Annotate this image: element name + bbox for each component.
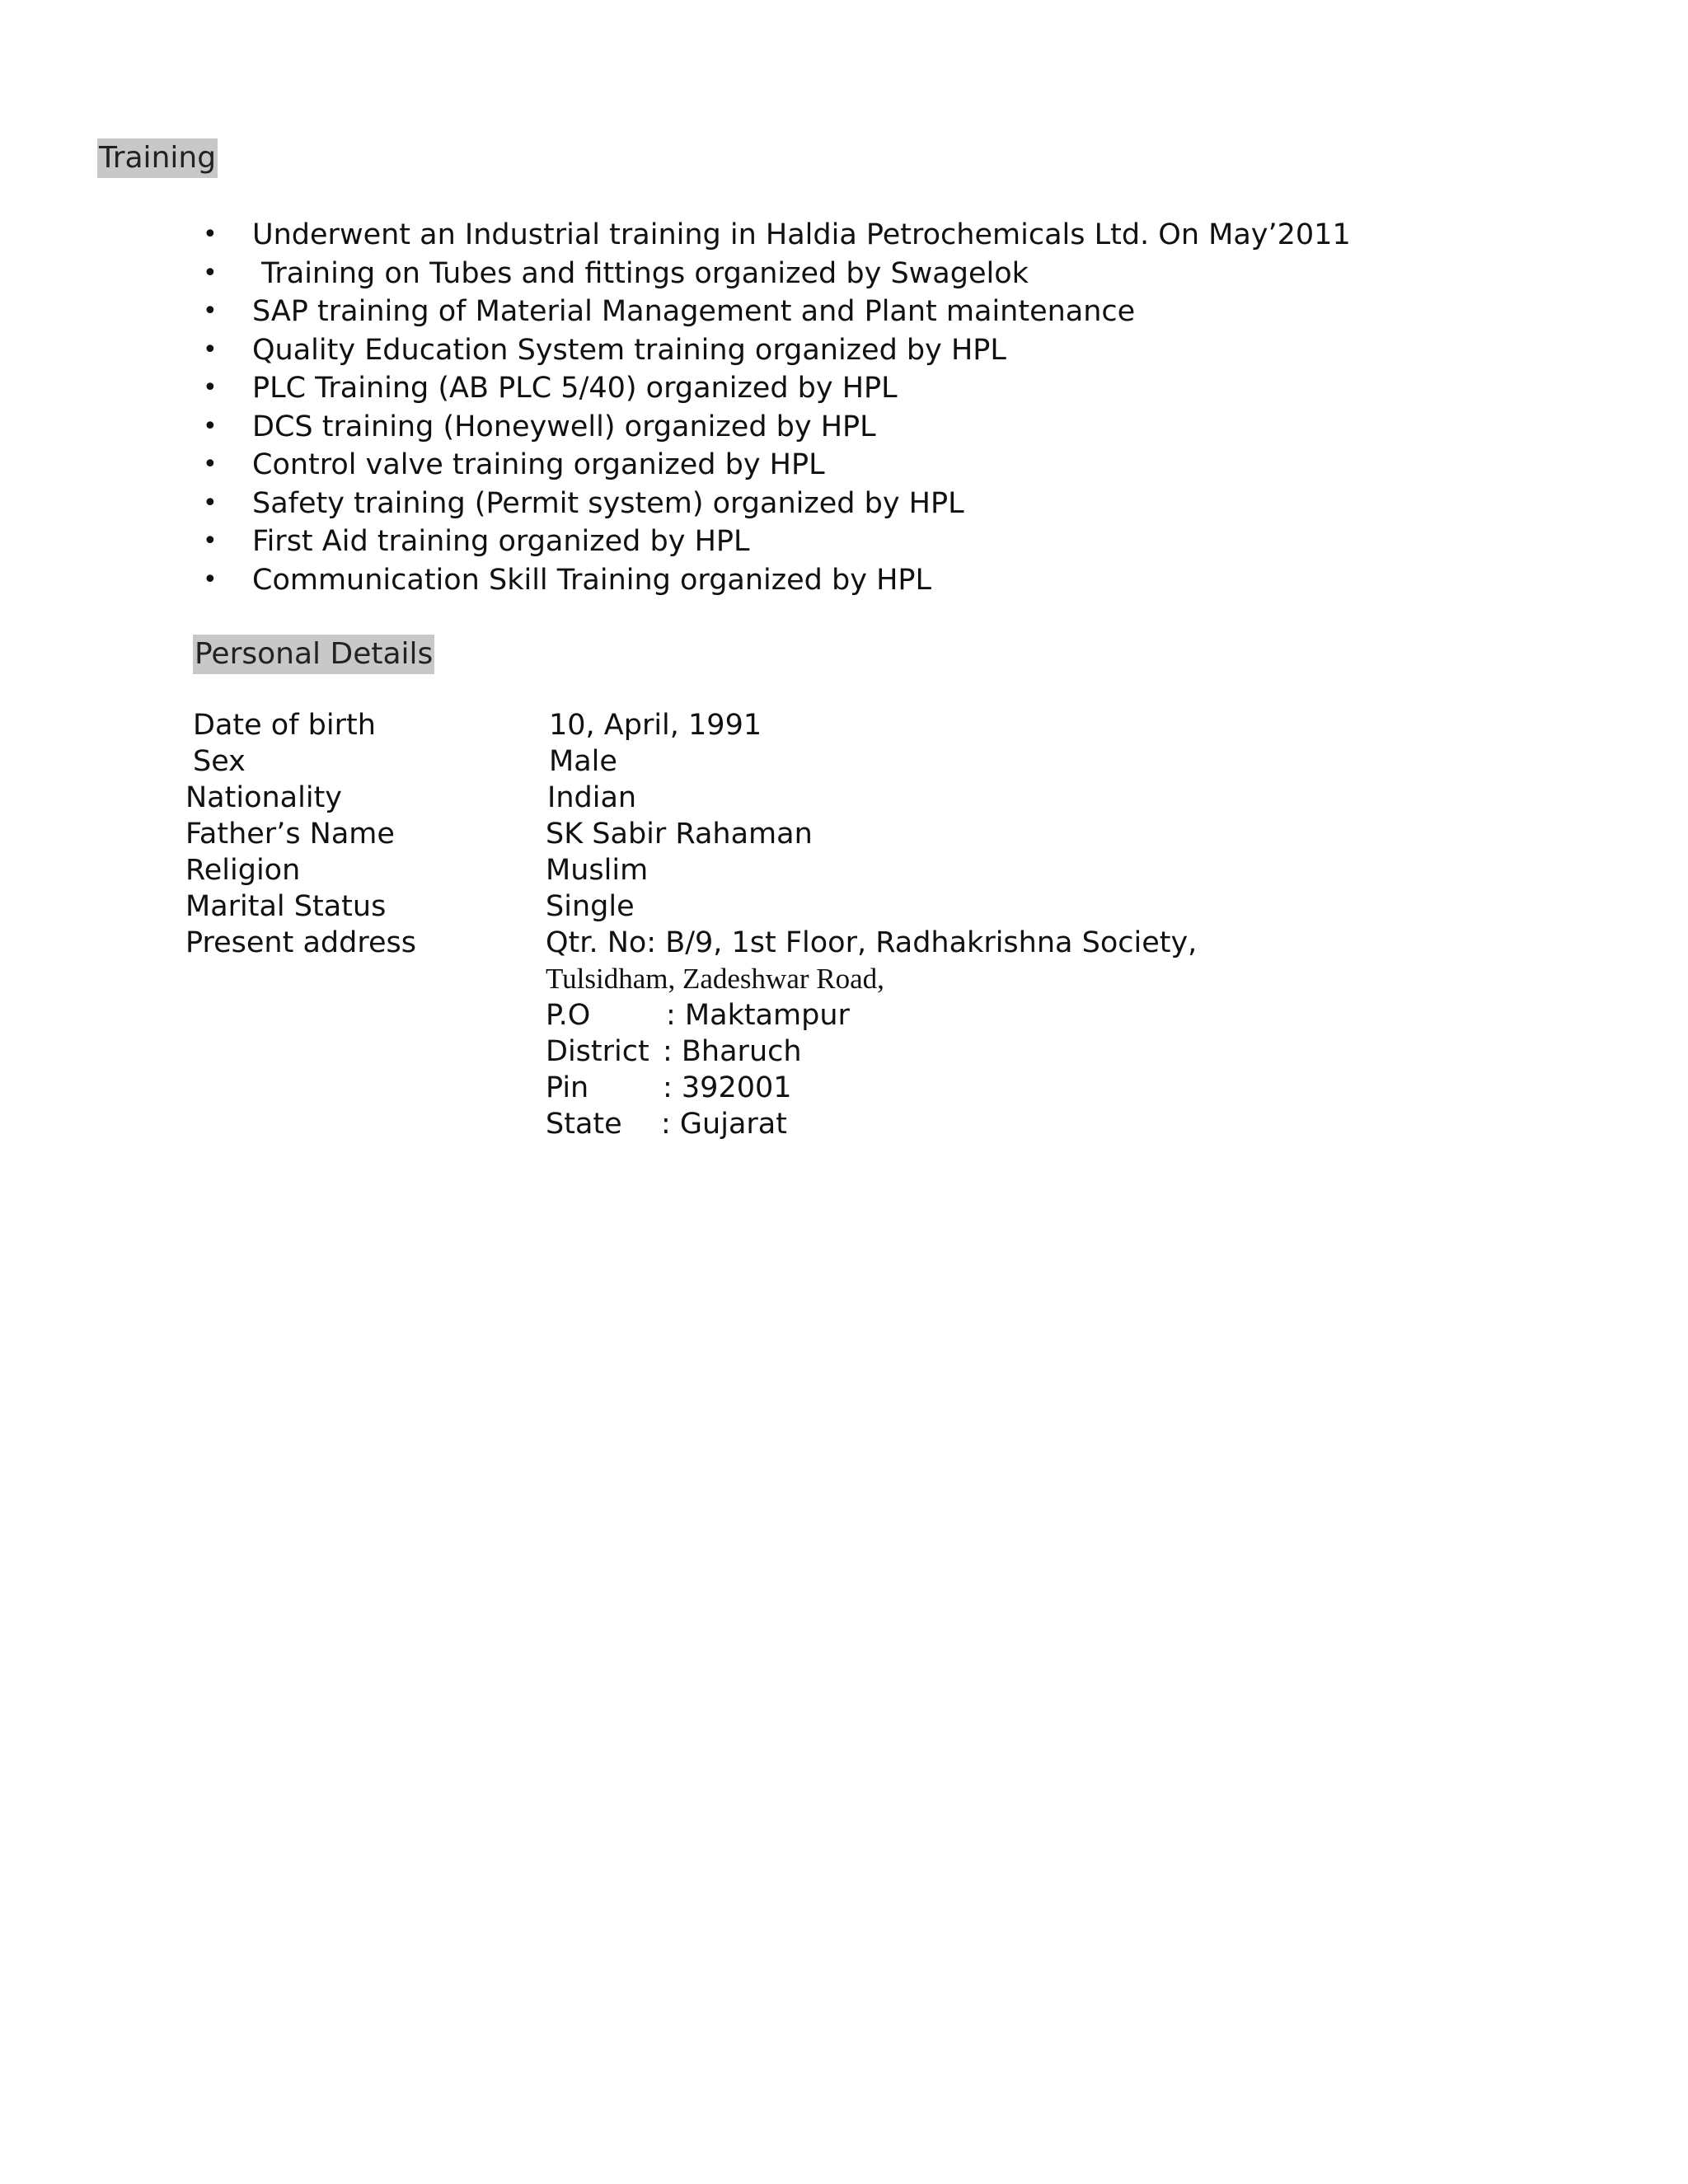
bullet-icon: • xyxy=(203,297,218,326)
training-item-text: Underwent an Industrial training in Haldia Petrochemicals Ltd. On May’2011 xyxy=(252,218,1351,251)
training-item-text: PLC Training (AB PLC 5/40) organized by HPL xyxy=(252,372,898,405)
training-item-text: First Aid training organized by HPL xyxy=(252,525,750,558)
bullet-icon: • xyxy=(203,411,218,441)
detail-value-address-line1: Qtr. No: B/9, 1st Floor, Radhakrishna Society, xyxy=(546,926,1198,959)
list-item xyxy=(198,561,1351,600)
address-key-district: District xyxy=(546,1035,649,1068)
detail-value-address-line2: Tulsidham, Zadeshwar Road, xyxy=(546,963,884,995)
training-item-text: Quality Education System training organized by HPL xyxy=(252,333,1006,367)
detail-label-present-address: Present address xyxy=(185,926,416,959)
list-item xyxy=(198,485,1351,523)
list-item xyxy=(198,408,1351,447)
detail-label-sex: Sex xyxy=(193,745,246,778)
detail-value-dob: 10, April, 1991 xyxy=(549,709,762,742)
detail-label-marital-status: Marital Status xyxy=(185,890,387,923)
detail-label-dob: Date of birth xyxy=(193,709,376,742)
address-key-state: State xyxy=(546,1108,622,1141)
address-value-pin: : 392001 xyxy=(663,1071,792,1104)
list-item xyxy=(198,369,1351,408)
training-item-text: SAP training of Material Management and Plant maintenance xyxy=(252,295,1136,328)
bullet-icon: • xyxy=(203,527,218,555)
list-item xyxy=(198,216,1351,255)
bullet-icon: • xyxy=(203,335,218,364)
detail-value-marital-status: Single xyxy=(546,890,635,923)
bullet-icon: • xyxy=(203,373,218,402)
list-item xyxy=(198,523,1351,561)
address-value-state: : Gujarat xyxy=(661,1108,787,1141)
training-item-text: DCS training (Honeywell) organized by HPL xyxy=(252,410,876,443)
list-item xyxy=(198,255,1351,293)
detail-value-sex: Male xyxy=(549,745,617,778)
bullet-icon: • xyxy=(203,220,218,249)
address-value-po: : Maktampur xyxy=(666,999,850,1032)
list-item xyxy=(198,446,1351,485)
personal-details-heading: Personal Details xyxy=(193,635,434,674)
bullet-icon: • xyxy=(203,450,218,479)
detail-value-religion: Muslim xyxy=(546,854,649,887)
bullet-icon: • xyxy=(203,565,218,594)
detail-value-father-name: SK Sabir Rahaman xyxy=(546,818,813,851)
list-item xyxy=(198,293,1351,331)
address-key-pin: Pin xyxy=(546,1071,589,1104)
bullet-icon: • xyxy=(203,488,218,518)
detail-value-nationality: Indian xyxy=(547,781,637,814)
bullet-icon: • xyxy=(203,258,218,288)
detail-label-nationality: Nationality xyxy=(185,781,343,814)
training-item-text: Safety training (Permit system) organized by HPL xyxy=(252,486,964,520)
address-value-district: : Bharuch xyxy=(663,1035,802,1068)
training-list xyxy=(198,216,1351,599)
address-key-po: P.O xyxy=(546,999,591,1032)
training-item-text: Communication Skill Training organized by HPL xyxy=(252,563,931,597)
detail-label-father-name: Father’s Name xyxy=(185,818,395,851)
list-item xyxy=(198,331,1351,370)
training-item-text: Training on Tubes and fittings organized by Swagelok xyxy=(252,256,1029,290)
training-heading: Training xyxy=(97,138,218,178)
detail-label-religion: Religion xyxy=(185,854,301,887)
training-item-text: Control valve training organized by HPL xyxy=(252,448,825,481)
